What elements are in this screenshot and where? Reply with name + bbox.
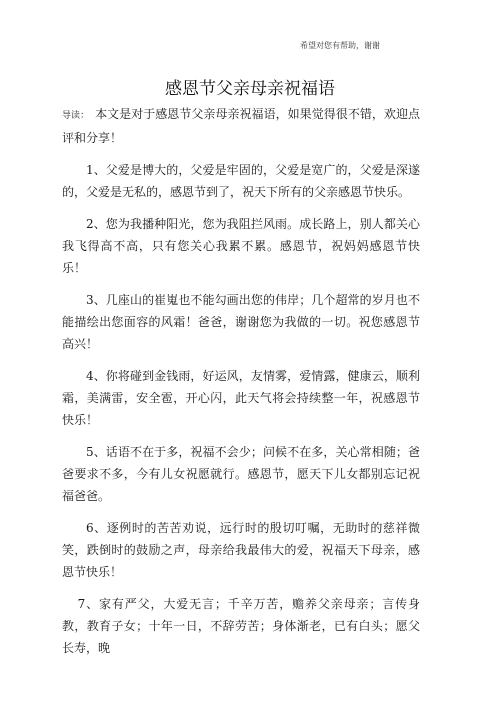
wish-paragraph-4: 4、你将碰到金钱雨，好运风，友情雾，爱情露，健康云，顺利霜，美满雷，安全雹，开心闪，此天气将会持续整一年，祝感恩节快乐！ <box>62 369 420 427</box>
intro-label: 导读： <box>62 111 90 121</box>
wish-paragraph-6: 6、逐例时的苦苦劝说，远行时的殷切叮嘱，无助时的慈祥微笑，跌倒时的鼓励之声，母亲给我最伟大的爱，祝福天下母亲，感恩节快乐！ <box>62 521 420 579</box>
wish-paragraph-1: 1、父爱是博大的，父爱是牢固的，父爱是宽广的，父爱是深遂的，父爱是无私的，感恩节到了，祝天下所有的父亲感恩节快乐。 <box>62 163 420 199</box>
wish-paragraph-7: 7、家有严父，大爱无言；千辛万苦，赡养父亲母亲；言传身教，教育子女；十年一日，不辞劳苦；身体渐老，已有白头；愿父长寿，晚 <box>62 597 420 655</box>
document-title: 感恩节父亲母亲祝福语 <box>165 79 335 99</box>
document-body <box>62 103 420 669</box>
intro-paragraph <box>62 103 420 149</box>
wish-paragraph-5: 5、话语不在于多，祝福不会少；问候不在多，关心常相随；爸爸要求不多，今有儿女祝愿就行。感恩节，愿天下儿女都别忘记祝福爸爸。 <box>62 445 420 503</box>
page-header-note: 希望对您有帮助，谢谢 <box>300 41 380 50</box>
wish-paragraph-2: 2、您为我播种阳光，您为我阻拦风雨。成长路上，别人都关心我飞得高不高，只有您关心我累不累。感恩节，祝妈妈感恩节快乐！ <box>62 217 420 275</box>
wish-paragraph-3: 3、几座山的崔嵬也不能勾画出您的伟岸；几个超常的岁月也不能描绘出您面容的风霜！爸爸，谢谢您为我做的一切。祝您感恩节高兴！ <box>62 293 420 351</box>
intro-text: 本文是对于感恩节父亲母亲祝福语，如果觉得很不错，欢迎点评和分享！ <box>62 107 420 145</box>
